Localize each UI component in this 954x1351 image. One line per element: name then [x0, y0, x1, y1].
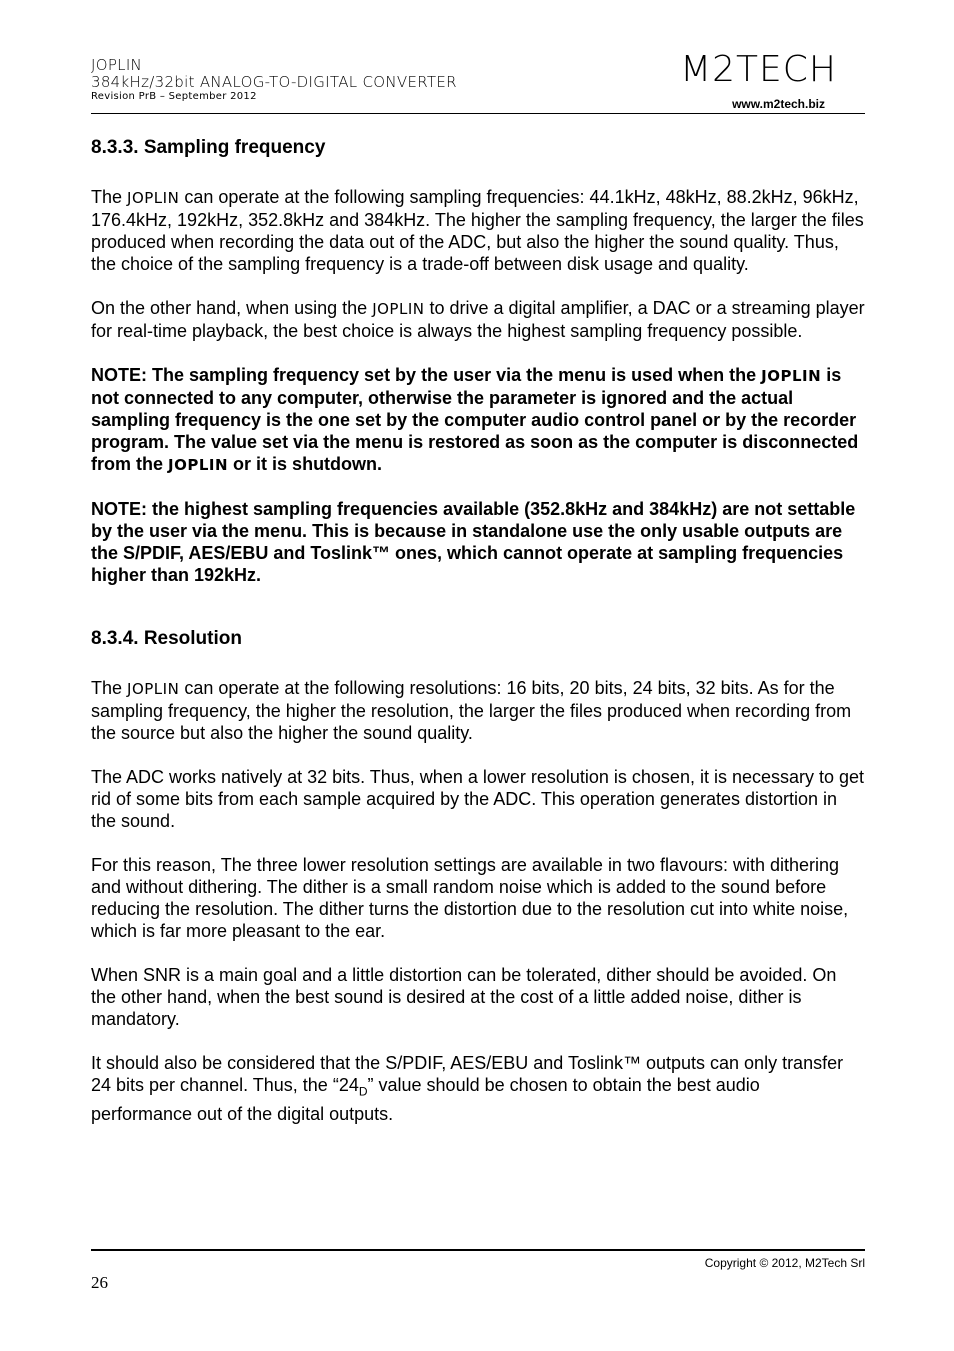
header-website: www.m2tech.biz [732, 97, 825, 111]
paragraph-sampling-2 [91, 297, 865, 342]
text-run: to drive a digital amplifier, a DAC or a streaming player for real-time playback, the best choice is always the highest sampling frequency possible. [91, 298, 865, 341]
note-sampling-highest: NOTE: the highest sampling frequencies available (352.8kHz and 384kHz) are not settable by the user via the menu. This is because in standalone use the only usable outputs are the S/PDIF, AES/EBU and Toslink™ ones, which cannot operate at sampling frequencies higher than 192kHz. [91, 499, 856, 585]
section-title-resolution: 8.3.4. Resolution [91, 628, 242, 649]
paragraph-sampling-1 [91, 186, 865, 275]
footer-copyright: Copyright © 2012, M2Tech Srl [704, 1256, 865, 1270]
text-run: NOTE: The sampling frequency set by the user via the menu is used when the [91, 365, 762, 385]
product-name: JOPLIN [372, 300, 425, 318]
header-product-description: 384kHz/32bit ANALOG-TO-DIGITAL CONVERTER [91, 73, 457, 91]
note-sampling-menu [91, 364, 865, 476]
page-number: 26 [91, 1273, 108, 1292]
header-revision: Revision PrB – September 2012 [91, 91, 257, 102]
subscript: D [358, 1084, 368, 1099]
product-name: JOPLIN [127, 189, 180, 207]
text-run: The [91, 187, 128, 207]
document-page [91, 0, 865, 1351]
text-run: or it is shutdown. [228, 454, 383, 474]
text-run: is not connected to any computer, otherwise the parameter is ignored and the actual sampling frequency is the one set by the computer audio control panel or by the recorder program. The value set via the menu is restored as soon as the computer is disconnected from the [91, 365, 859, 474]
paragraph-resolution-3: For this reason, The three lower resolution settings are available in two flavours: with dithering and without dithering. The dither is a small random noise which is added to the sound before reducing the resolution. The dither turns the distortion due to the resolution cut into white noise, which is far more pleasant to the ear. [91, 855, 849, 941]
header-divider [91, 113, 865, 114]
product-name: JOPLIN [127, 680, 180, 698]
paragraph-resolution-2: The ADC works natively at 32 bits. Thus, when a lower resolution is chosen, it is necessary to get rid of some bits from each sample acquired by the ADC. This operation generates distortion in the sound. [91, 767, 865, 831]
header-product-name: JOPLIN [91, 56, 143, 74]
page-content [91, 136, 865, 1125]
product-name: JOPLIN [761, 367, 822, 385]
m2tech-logo: M2TECH [680, 49, 837, 90]
text-run: can operate at the following sampling frequencies: 44.1kHz, 48kHz, 88.2kHz, 96kHz, 176.4kHz, 192kHz, 352.8kHz and 384kHz. The higher the sampling frequency, the larger the files produced when recording the data out of the ADC, but also the higher the sound quality. Thus, the choice of the sampling frequency is a trade-off between disk usage and quality. [91, 187, 864, 274]
text-run: can operate at the following resolutions: 16 bits, 20 bits, 24 bits, 32 bits. As for the sampling frequency, the higher the resolution, the larger the files produced when recording from the source but also the higher the sound quality. [91, 678, 852, 743]
text-run: The [91, 678, 128, 698]
paragraph-resolution-5 [91, 1052, 865, 1125]
paragraph-resolution-1 [91, 677, 865, 744]
section-title-sampling: 8.3.3. Sampling frequency [91, 137, 326, 158]
text-run: On the other hand, when using the [91, 298, 373, 318]
text-run: ” value should be chosen to obtain the best audio performance out of the digital outputs. [91, 1075, 760, 1124]
running-header [91, 57, 457, 103]
paragraph-resolution-4: When SNR is a main goal and a little distortion can be tolerated, dither should be avoided. On the other hand, when the best sound is desired at the cost of a little added noise, dither is mandatory. [91, 965, 837, 1029]
text-run: It should also be considered that the S/PDIF, AES/EBU and Toslink™ outputs can only transfer 24 bits per channel. Thus, the “24 [91, 1053, 844, 1095]
product-name: JOPLIN [168, 456, 229, 474]
footer-divider [91, 1249, 865, 1251]
